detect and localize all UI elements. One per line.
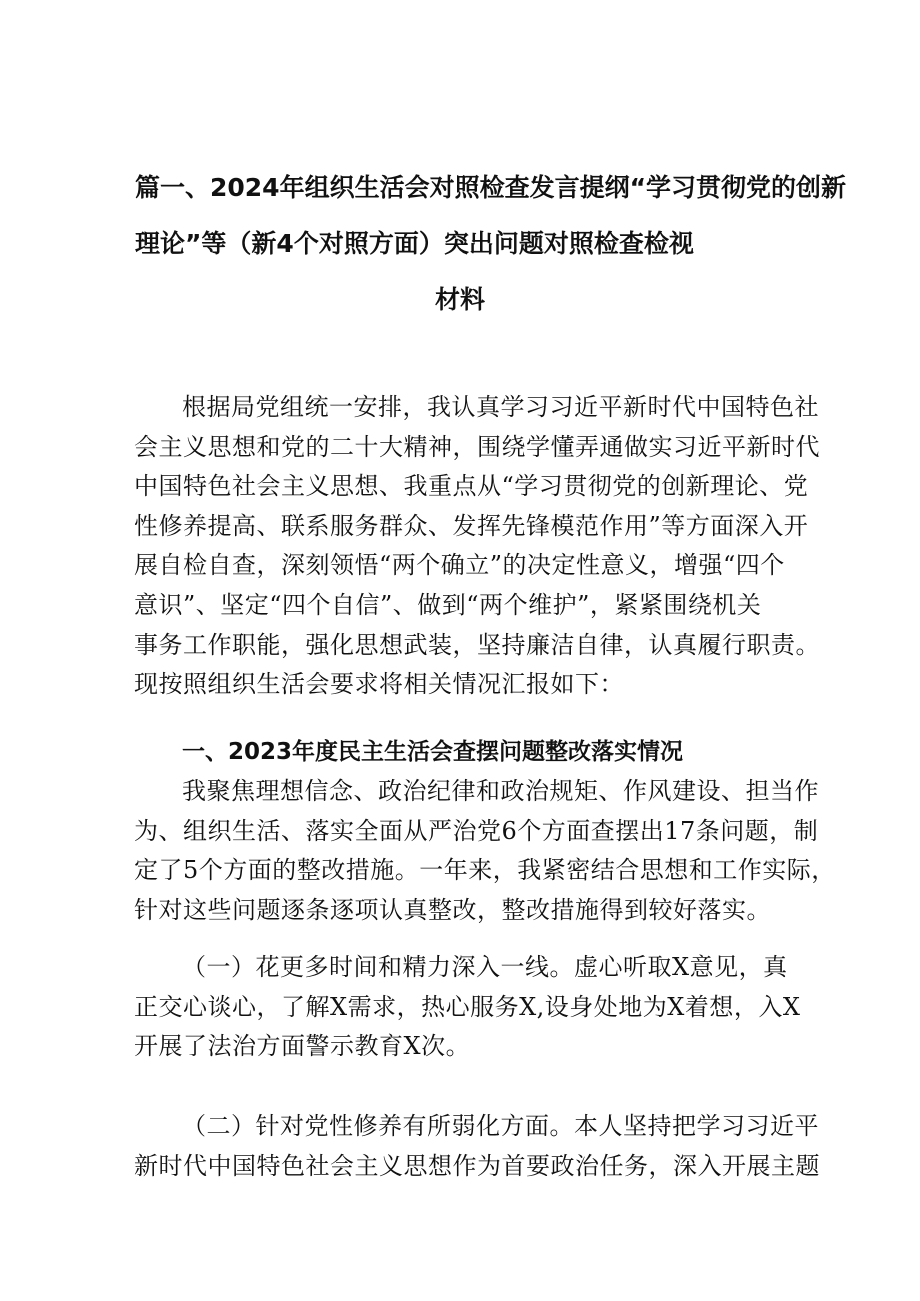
paragraph-line: 中国特色社会主义思想、我重点从“学习贯彻党的创新理论、党 — [134, 472, 809, 501]
paragraph-line: （一）花更多时间和精力深入一线。虚心听取X意见，真 — [182, 953, 788, 981]
paragraph-line: 性修养提高、联系服务群众、发挥先锋模范作用”等方面深入开 — [134, 511, 809, 540]
paragraph-rectification — [134, 772, 836, 930]
title-line-3: 材料 — [434, 285, 485, 314]
paragraph-line: 会主义思想和党的二十大精神，围绕学懂弄通做实习近平新时代 — [134, 432, 820, 461]
paragraph-item-2 — [134, 1107, 820, 1186]
paragraph-line: 事务工作职能，强化思想武装，坚持廉洁自律，认真履行职责。 — [134, 630, 820, 659]
paragraph-item-1 — [134, 948, 801, 1067]
paragraph-line: 正交心谈心，了解X需求，热心服务X,设身处地为X着想，入X — [134, 992, 801, 1021]
title-line-1: 篇一、2024年组织生活会对照检查发言提纲“学习贯彻党的创新 — [135, 173, 847, 202]
paragraph-line: 定了5个方面的整改措施。一年来，我紧密结合思想和工作实际， — [134, 856, 836, 885]
paragraph-line: 新时代中国特色社会主义思想作为首要政治任务，深入开展主题 — [134, 1151, 820, 1180]
paragraph-line: 我聚焦理想信念、政治纪律和政治规矩、作风建设、担当作 — [182, 777, 819, 805]
paragraph-line: 展自检自查，深刻领悟“两个确立”的决定性意义，增强“四个 — [134, 551, 785, 580]
paragraph-line: 开展了法治方面警示教育X次。 — [134, 1032, 471, 1061]
paragraph-line: 现按照组织生活会要求将相关情况汇报如下： — [134, 670, 624, 699]
paragraph-intro — [134, 388, 820, 705]
paragraph-line: 意识”、坚定“四个自信”、做到“两个维护”，紧紧围绕机关 — [134, 590, 762, 619]
paragraph-line: （二）针对党性修养有所弱化方面。本人坚持把学习习近平 — [182, 1112, 819, 1140]
paragraph-line: 为、组织生活、落实全面从严治党6个方面查摆出17条问题，制 — [134, 816, 819, 845]
title-line-2: 理论”等（新4个对照方面）突出问题对照检查检视 — [135, 229, 694, 258]
paragraph-line: 针对这些问题逐条逐项认真整改，整改措施得到较好落实。 — [134, 895, 771, 924]
section-heading-1: 一、2023年度民主生活会查摆问题整改落实情况 — [182, 739, 684, 765]
paragraph-line: 根据局党组统一安排，我认真学习习近平新时代中国特色社 — [182, 393, 819, 421]
document-title — [120, 160, 847, 328]
